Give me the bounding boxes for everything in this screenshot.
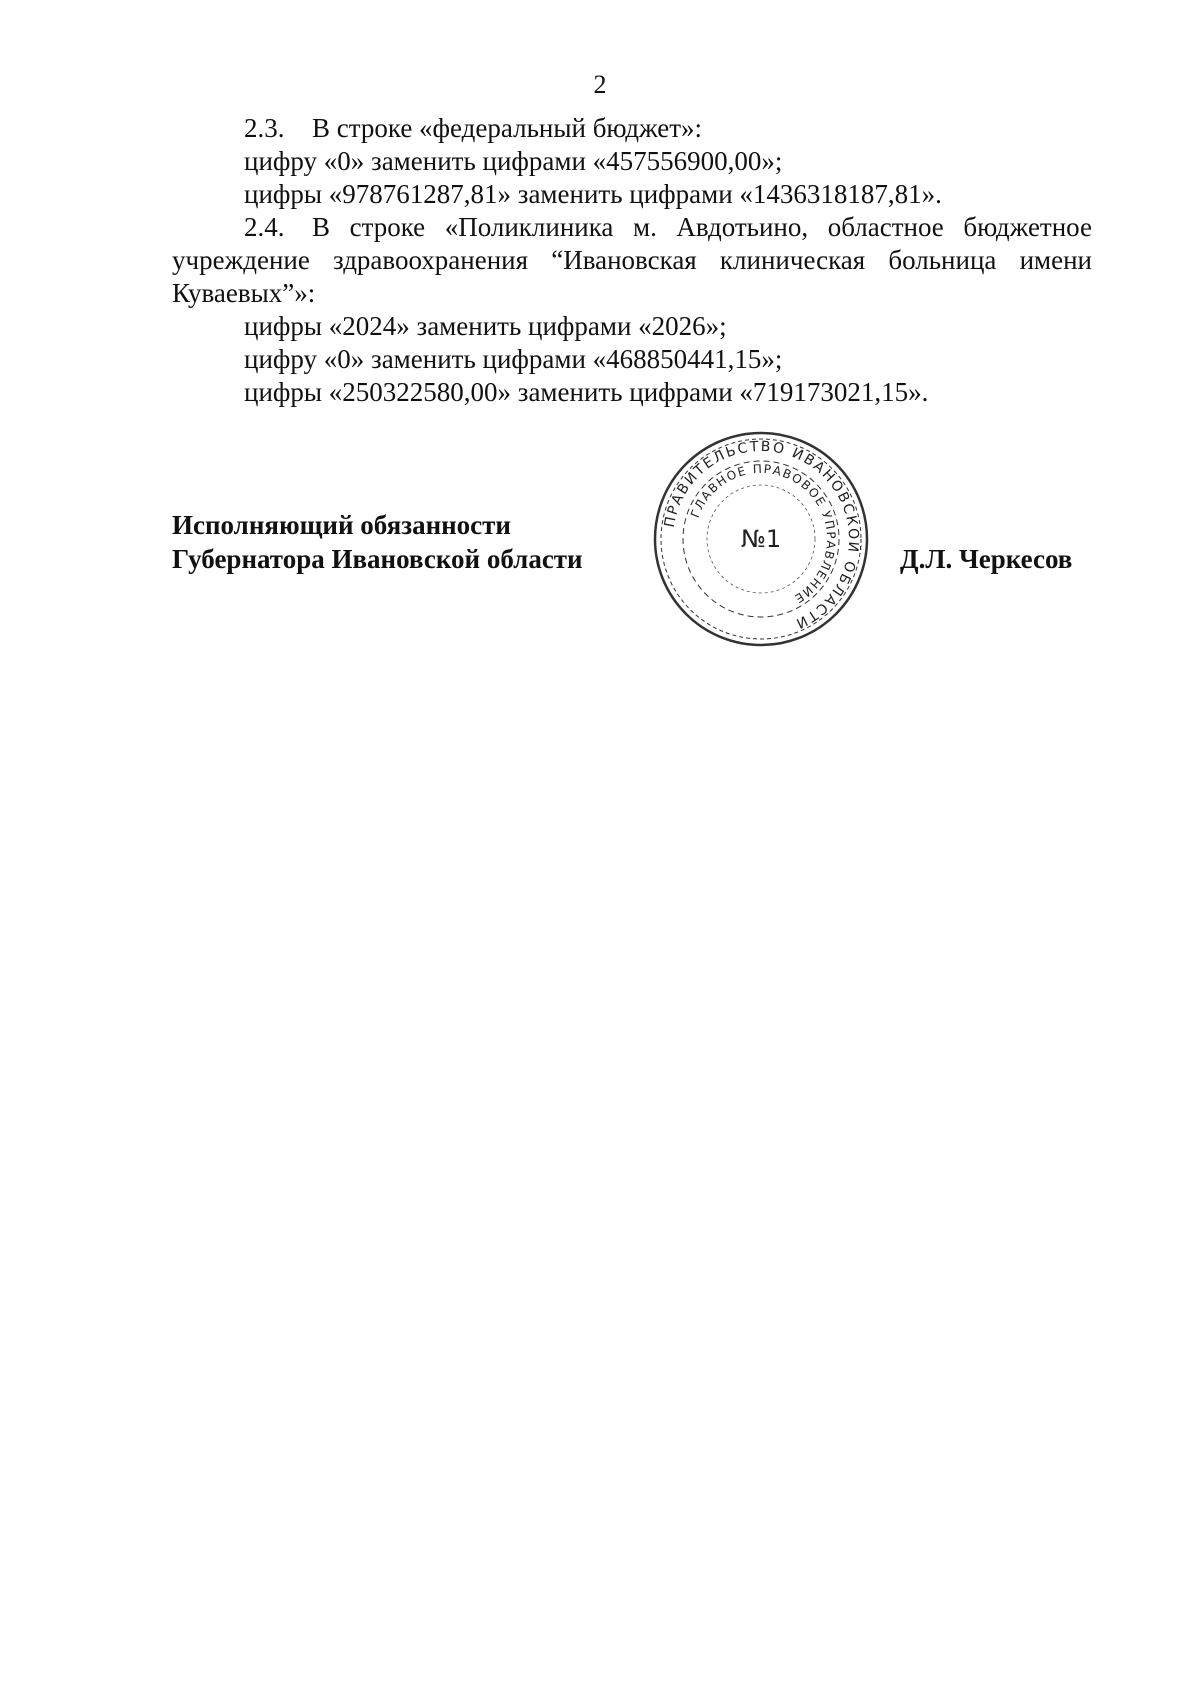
item-2-3-line-2: цифры «978761287,81» заменить цифрами «1436318187,81». [244, 179, 942, 209]
seal-outer-text: ПРАВИТЕЛЬСТВО ИВАНОВСКОЙ ОБЛАСТИ [661, 438, 862, 632]
page-number: 2 [593, 70, 607, 99]
item-2-3-line-1: цифру «0» заменить цифрами «457556900,00»; [244, 146, 783, 176]
item-text: В строке «Поликлиника м. Авдотьино, областное бюджетное учреждение здравоохранения “Ивановская клиническая больница имени Куваевых”»: [172, 212, 1092, 308]
seal-center-text: №1 [740, 525, 782, 553]
item-2-4-heading [172, 211, 1092, 310]
item-text: В строке «федеральный бюджет»: [312, 113, 703, 143]
item-2-4-line-1: цифры «2024» заменить цифрами «2026»; [244, 311, 727, 341]
signatory-position [172, 508, 583, 576]
item-number: 2.4. [244, 212, 285, 242]
item-number: 2.3. [244, 113, 285, 143]
position-line-2: Губернатора Ивановской области [172, 544, 583, 574]
item-2-3-heading [172, 112, 1092, 145]
position-line-1: Исполняющий обязанности [172, 510, 511, 540]
document-body [172, 112, 1092, 409]
seal-inner-text: ГЛАВНОЕ ПРАВОВОЕ УПРАВЛЕНИЕ [687, 461, 839, 607]
item-2-4-line-2: цифру «0» заменить цифрами «468850441,15»; [244, 344, 783, 374]
item-2-4-line-3: цифры «250322580,00» заменить цифрами «719173021,15». [244, 377, 929, 407]
official-seal [650, 428, 872, 650]
signatory-name: Д.Л. Черкесов [900, 544, 1073, 574]
